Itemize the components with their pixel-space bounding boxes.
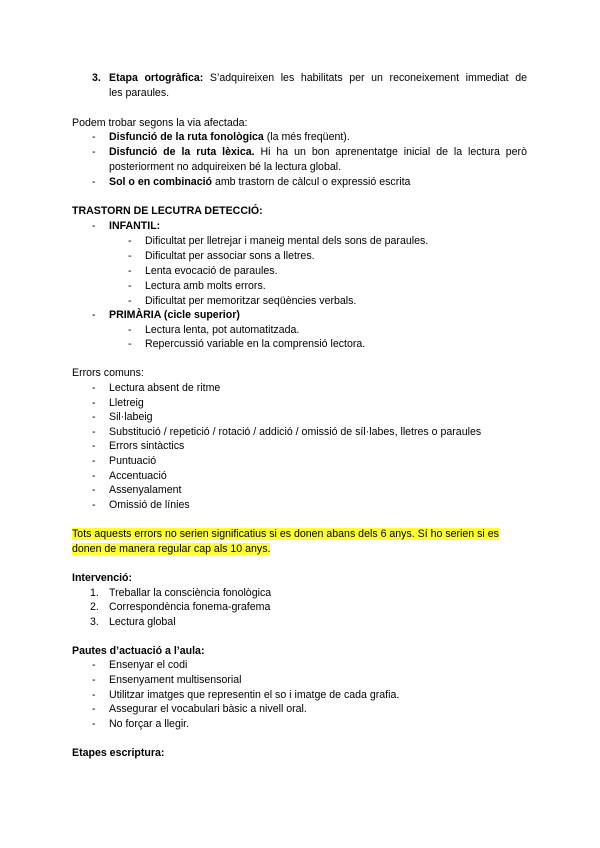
bullet-dash: -: [92, 176, 96, 188]
pautes-item: Ensenyar el codi: [109, 659, 188, 671]
intervencio-item: Treballar la consciència fonològica: [109, 587, 272, 599]
intervencio-item: Lectura global: [109, 616, 176, 628]
errors-item: Errors sintàctics: [109, 440, 185, 452]
bullet-dash: -: [92, 703, 96, 715]
bullet-dash: -: [92, 440, 96, 452]
via-item-bold: Sol o en combinació: [109, 176, 213, 188]
infantil-item: Dificultat per lletrejar i maneig mental dels sons de paraules.: [145, 235, 429, 247]
infantil-item: Dificultat per memoritzar seqüències verbals.: [145, 295, 357, 307]
via-item-text: (la més freqüent).: [263, 131, 350, 143]
escriptura-heading: Etapes escriptura:: [72, 747, 165, 759]
bullet-dash: -: [92, 659, 96, 671]
via-item-bold: Disfunció de la ruta fonològica: [109, 131, 264, 143]
infantil-item: Lenta evocació de paraules.: [145, 265, 278, 277]
via-item-text: Hi ha un bon aprenentatge inicial de la lectura però: [254, 146, 527, 158]
highlighted-text: donen de manera regular cap als 10 anys.: [72, 543, 271, 555]
errors-item: Puntuació: [109, 455, 157, 467]
pautes-item: Ensenyament multisensorial: [109, 674, 242, 686]
highlight-line: [72, 542, 270, 556]
bullet-dash: -: [92, 131, 96, 143]
list-number: 2.: [90, 601, 99, 613]
list-number: 3.: [92, 72, 101, 84]
bullet-dash: -: [128, 235, 132, 247]
errors-item: Accentuació: [109, 470, 167, 482]
via-item: [109, 130, 350, 144]
bullet-dash: -: [92, 220, 96, 232]
intervencio-item: Correspondència fonema-grafema: [109, 601, 271, 613]
intervencio-heading: Intervenció:: [72, 572, 133, 584]
highlight-line: [72, 527, 499, 541]
etapa3-line2: les paraules.: [109, 87, 170, 99]
bullet-dash: -: [92, 397, 96, 409]
bullet-dash: -: [128, 280, 132, 292]
bullet-dash: -: [92, 146, 96, 158]
errors-item: Lletreig: [109, 397, 144, 409]
via-item-text: amb trastorn de càlcul o expressió escrita: [212, 176, 411, 188]
bullet-dash: -: [92, 470, 96, 482]
bullet-dash: -: [128, 338, 132, 350]
pautes-heading: Pautes d’actuació a l’aula:: [72, 645, 205, 657]
via-item-continuation: posteriorment no adquireixen bé la lectura global.: [109, 161, 342, 173]
bullet-dash: -: [92, 426, 96, 438]
errors-heading: Errors comuns:: [72, 367, 144, 379]
bullet-dash: -: [92, 484, 96, 496]
errors-item: Omissió de línies: [109, 499, 190, 511]
errors-item: Assenyalament: [109, 484, 182, 496]
errors-item: Lectura absent de ritme: [109, 382, 221, 394]
bullet-dash: -: [92, 718, 96, 730]
bullet-dash: -: [92, 499, 96, 511]
infantil-item: Lectura amb molts errors.: [145, 280, 266, 292]
bullet-dash: -: [92, 689, 96, 701]
errors-item: Sil·labeig: [109, 411, 153, 423]
bullet-dash: -: [92, 309, 96, 321]
highlighted-text: Tots aquests errors no serien significatius si es donen abans dels 6 anys. Sí ho serien si es: [72, 528, 499, 540]
errors-item: Substitució / repetició / rotació / addició / omissió de síl·labes, lletres o paraules: [109, 426, 482, 438]
via-item: [109, 175, 410, 189]
primaria-item: Repercussió variable en la comprensió lectora.: [145, 338, 366, 350]
via-item: [109, 145, 527, 159]
etapa3-title: Etapa ortogràfica:: [109, 72, 204, 84]
bullet-dash: -: [92, 455, 96, 467]
pautes-item: Utilitzar imatges que representin el so i imatge de cada grafia.: [109, 689, 400, 701]
list-number: 1.: [90, 587, 99, 599]
bullet-dash: -: [92, 411, 96, 423]
infantil-item: Dificultat per associar sons a lletres.: [145, 250, 315, 262]
etapa3-line1: [109, 71, 527, 85]
primaria-item: Lectura lenta, pot automatitzada.: [145, 324, 300, 336]
via-item-bold: Disfunció de la ruta lèxica.: [109, 146, 255, 158]
bullet-dash: -: [128, 295, 132, 307]
etapa3-text: S’adquireixen les habilitats per un reconeixement immediat de: [203, 72, 527, 84]
via-intro: Podem trobar segons la via afectada:: [72, 117, 248, 129]
bullet-dash: -: [92, 382, 96, 394]
pautes-item: Assegurar el vocabulari bàsic a nivell oral.: [109, 703, 307, 715]
bullet-dash: -: [128, 265, 132, 277]
subheading-primaria: PRIMÀRIA (cicle superior): [109, 309, 240, 321]
subheading-infantil: INFANTIL:: [109, 220, 161, 232]
section-heading-trastorn: TRASTORN DE LECUTRA DETECCIÓ:: [72, 205, 263, 217]
list-number: 3.: [90, 616, 99, 628]
bullet-dash: -: [92, 674, 96, 686]
bullet-dash: -: [128, 250, 132, 262]
bullet-dash: -: [128, 324, 132, 336]
pautes-item: No forçar a llegir.: [109, 718, 190, 730]
